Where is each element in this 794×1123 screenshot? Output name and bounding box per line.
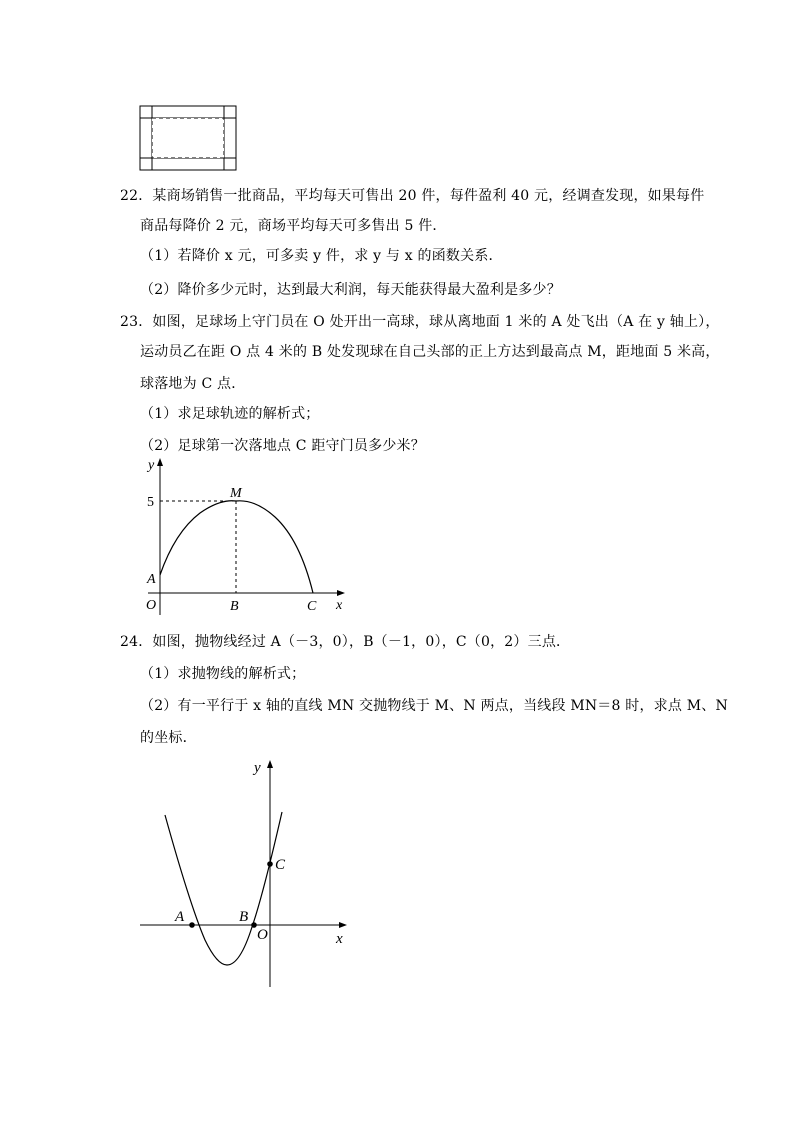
q24-label-B: B [239, 909, 249, 925]
q24-subquestion-2: （2）有一平行于 x 轴的直线 MN 交抛物线于 M、N 两点，当线段 MN＝8 时，求点 M、N [140, 698, 728, 714]
q24-point-B [251, 922, 257, 928]
q23-label-A: A [147, 572, 156, 587]
q24-point-A [189, 922, 195, 928]
q22-subquestion-2: （2）降价多少元时，达到最大利润，每天能获得最大盈利是多少？ [140, 282, 561, 298]
q24-label-C: C [275, 857, 286, 873]
q22-stem-line1: 22．某商场销售一批商品，平均每天可售出 20 件，每件盈利 40 元，经调查发现，如果每件 [120, 188, 705, 204]
q24-label-x: x [336, 931, 343, 947]
q23-football-trajectory-figure [130, 455, 360, 620]
q23-label-M: M [230, 486, 242, 501]
q24-stem-line1: 24．如图，抛物线经过 A（－3，0），B（－1，0），C（0，2）三点． [120, 634, 571, 650]
q24-label-origin: O [257, 927, 268, 943]
q23-stem-line1: 23．如图，足球场上守门员在 O 处开出一高球，球从离地面 1 米的 A 处飞出（A 在 y 轴上）， [120, 314, 720, 330]
q23-label-B: B [230, 599, 239, 614]
q24-subquestion-2-cont: 的坐标． [140, 730, 197, 746]
q24-label-y: y [254, 760, 261, 776]
q23-y-axis-arrow [157, 458, 163, 466]
q23-label-x: x [336, 598, 343, 613]
q24-parabola-figure [135, 755, 360, 995]
q23-x-axis-arrow [337, 590, 345, 596]
q23-stem-line3: 球落地为 C 点． [140, 376, 246, 392]
q24-x-axis-arrow [339, 922, 347, 928]
q23-label-origin: O [146, 598, 157, 613]
q23-label-y: y [148, 458, 155, 473]
q23-stem-line2: 运动员乙在距 O 点 4 米的 B 处发现球在自己头部的正上方达到最高点 M，距地面 5 米高， [140, 344, 720, 360]
q22-subquestion-1: （1）若降价 x 元，可多卖 y 件，求 y 与 x 的函数关系． [140, 248, 503, 264]
q23-label-C: C [307, 599, 317, 614]
q24-label-A: A [175, 909, 185, 925]
q23-label-5: 5 [147, 495, 154, 510]
q24-subquestion-1: （1）求抛物线的解析式； [140, 666, 306, 682]
q23-subquestion-2: （2）足球第一次落地点 C 距守门员多少米？ [140, 438, 425, 454]
box-net-figure [138, 104, 238, 172]
q23-subquestion-1: （1）求足球轨迹的解析式； [140, 406, 320, 422]
q22-stem-line2: 商品每降价 2 元，商场平均每天可多售出 5 件． [140, 218, 447, 234]
q24-point-C [267, 861, 273, 867]
q24-y-axis-arrow [267, 760, 273, 768]
